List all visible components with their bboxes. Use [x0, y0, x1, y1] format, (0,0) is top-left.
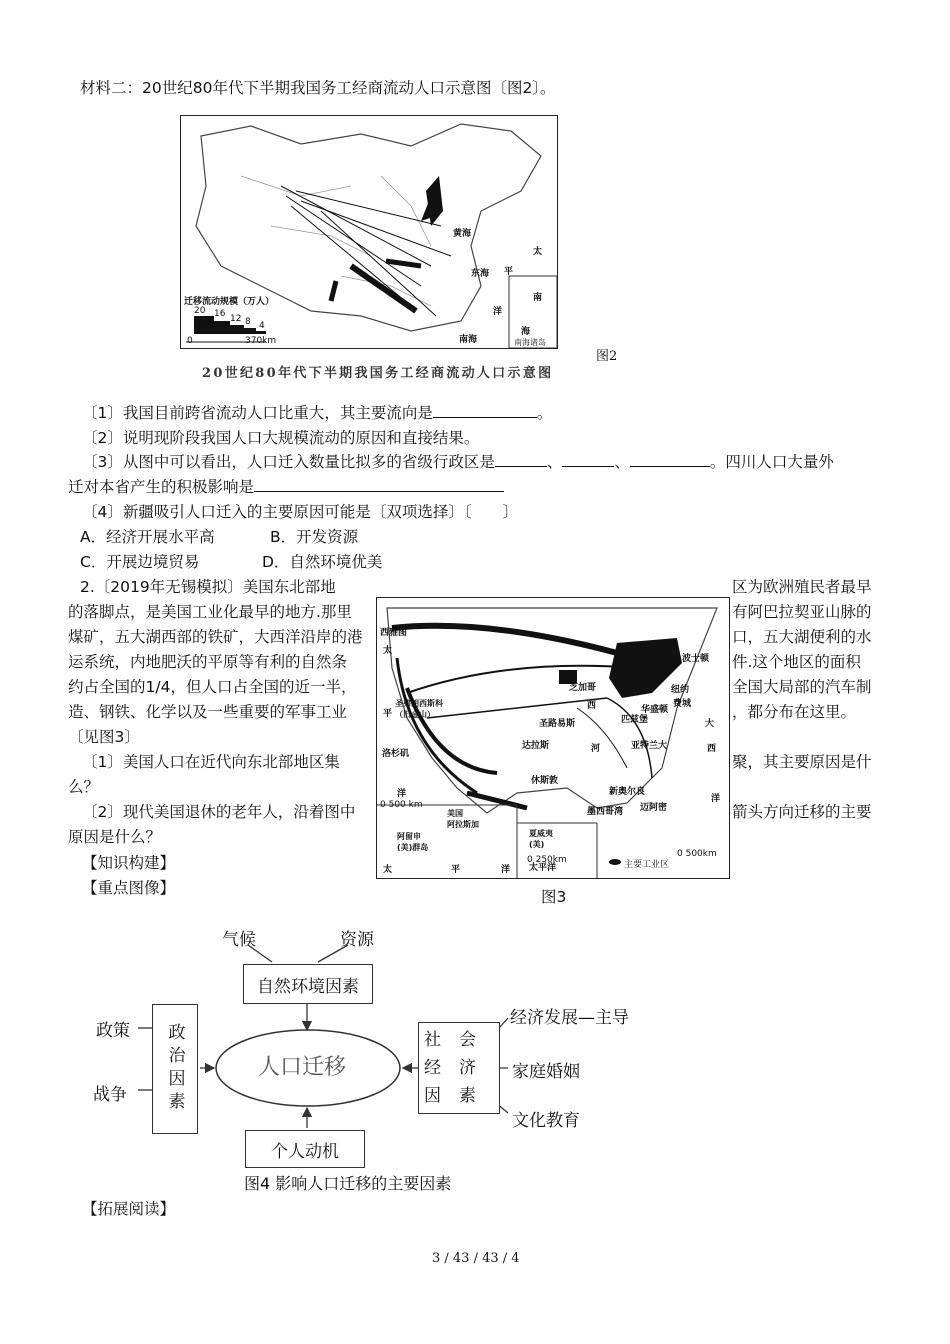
problem-2-line2b: 有阿巴拉契亚山脉的 [732, 603, 872, 621]
page-number: 3 / 43 / 43 / 4 [432, 1251, 520, 1266]
inset-nan-label: 南 [533, 293, 543, 303]
seattle-label: 西雅图 [380, 628, 408, 638]
ping-label-1: 平 [383, 709, 393, 719]
fig4-caption: 图4 影响人口迁移的主要因素 [244, 1174, 452, 1193]
economic-development-text: 经济发展—主导 [510, 1008, 629, 1028]
problem-2-line3a: 煤矿，五大湖西部的铁矿，大西洋沿岸的港 [68, 628, 363, 646]
south-sea-label: 南海 [459, 335, 478, 345]
resources-text: 资源 [340, 930, 374, 950]
question-3-continued: 。四川人口大量外 [709, 453, 834, 471]
hawaii-label: 夏威夷 (美) [529, 829, 553, 849]
houston-label: 休斯敦 [531, 776, 559, 786]
scale-label: 0 500 km [380, 800, 423, 810]
question-1-text: 〔1〕我国目前跨省流动人口比重大，其主要流向是 [82, 404, 433, 422]
option-c[interactable]: C．开展边境贸易 [80, 553, 200, 571]
yellow-sea-label: 黄海 [453, 229, 472, 239]
social-economic-factors-box: 社会经济因素 [418, 1022, 500, 1114]
atlantic-xi-label: 西 [707, 744, 717, 754]
climate-text: 气候 [222, 930, 256, 950]
st-louis-label: 圣路易斯 [539, 719, 576, 729]
legend-tick-20: 20 [194, 306, 206, 316]
pacific-label: 太平洋 [529, 863, 557, 873]
east-sea-label: 东海 [471, 269, 490, 279]
extended-reading: 【拓展阅读】 [82, 1200, 176, 1218]
pacific-tai-label: 太 [533, 247, 543, 257]
gulf-of-mexico-label: 墨西哥湾 [587, 807, 624, 817]
scale-zero: 0 [187, 336, 193, 346]
yang-label-2: 洋 [501, 865, 511, 875]
problem-2-q1c: 么？ [68, 778, 100, 796]
ping-label-2: 平 [451, 865, 461, 875]
legend-tick-12: 12 [230, 314, 242, 324]
chicago-label: 芝加哥 [569, 683, 597, 693]
knowledge-construction: 【知识构建】 [82, 854, 176, 872]
scale-500-label: 0 500km [677, 849, 717, 859]
tai-label-2: 太 [383, 865, 393, 875]
los-angeles-label: 洛杉矶 [382, 749, 410, 759]
dallas-label: 达拉斯 [522, 741, 550, 751]
problem-2-line1a: 2.〔2019年无锡模拟〕美国东北部地 [80, 578, 336, 596]
option-d[interactable]: D．自然环境优美 [262, 553, 383, 571]
problem-2-line5a: 约占全国的1/4，但人口占全国的近一半， [68, 678, 357, 696]
aleutian-label: 阿留申 (美)群岛 [397, 832, 429, 852]
problem-2-q1b: 聚，其主要原因是什 [732, 753, 872, 771]
fig2-label: 图2 [596, 349, 618, 364]
problem-2-q2b: 箭头方向迁移的主要 [732, 803, 872, 821]
problem-2-line1b: 区为欧洲殖民者最早 [732, 578, 872, 596]
fig3-label: 图3 [541, 888, 567, 906]
problem-2-line4a: 运系统，内地肥沃的平原等有利的自然条 [68, 653, 348, 671]
problem-2-line4b: 件.这个地区的面积 [732, 653, 861, 671]
separator: 、 [614, 453, 630, 471]
san-francisco-label: 圣弗朗西斯科 （旧金山） [395, 699, 443, 719]
scale-370km: 370km [245, 336, 277, 346]
policy-text: 政策 [96, 1021, 130, 1041]
west-label: 西 [587, 701, 597, 711]
separator: 、 [546, 453, 563, 471]
problem-2-line2a: 的落脚点，是美国工业化最早的地方.那里 [68, 603, 352, 621]
pittsburgh-label: 匹兹堡 [621, 715, 649, 725]
problem-2-line6b: ，都分布在这里。 [732, 703, 857, 721]
legend-title: 迁移流动规模（万人） [184, 297, 275, 307]
new-orleans-label: 新奥尔良 [609, 787, 646, 797]
inset-hai-label: 海 [521, 327, 531, 337]
problem-2-line3b: 口，五大湖便利的水 [732, 628, 872, 646]
question-3-text-2: 迁对本省产生的积极影响是 [68, 478, 255, 496]
tai-label-1: 太 [383, 646, 393, 656]
yang-label-1: 洋 [397, 789, 407, 799]
key-images: 【重点图像】 [82, 879, 176, 897]
legend-tick-4: 4 [259, 321, 265, 331]
pacific-yang-label: 洋 [493, 307, 503, 317]
problem-2-line6a: 造、钢铁、化学以及一些重要的军事工业 [68, 703, 348, 721]
boston-label: 波士顿 [682, 654, 710, 664]
alaska-label: 美国 阿拉斯加 [447, 809, 479, 829]
miami-label: 迈阿密 [640, 803, 668, 813]
scale-250-label: 0 250km [527, 855, 567, 865]
legend-tick-16: 16 [214, 309, 226, 319]
natural-factors-box: 自然环境因素 [243, 964, 373, 1004]
political-factors-box: 政治因素 [152, 1004, 198, 1134]
question-3-text: 〔3〕从图中可以看出，人口迁入数量比拟多的省级行政区是 [82, 453, 495, 471]
family-marriage-text: 家庭婚姻 [512, 1062, 580, 1082]
legend-tick-8: 8 [245, 317, 251, 327]
option-b[interactable]: B．开发资源 [270, 528, 359, 546]
south-sea-islands-label: 南海诸岛 [514, 338, 546, 347]
atlantic-da-label: 大 [705, 719, 715, 729]
population-migration-center: 人口迁移 [258, 1055, 347, 1080]
fig2-caption: 20世纪80年代下半期我国务工经商流动人口示意图 [202, 366, 554, 381]
pacific-ping-label: 平 [504, 267, 514, 277]
option-a[interactable]: A．经济开展水平高 [80, 528, 215, 546]
problem-2-line5b: 全国大局部的汽车制 [732, 678, 872, 696]
atlanta-label: 亚特兰大 [631, 741, 668, 751]
legend-label: 主要工业区 [624, 860, 670, 870]
new-york-label: 纽约 [671, 685, 690, 695]
personal-motive-box: 个人动机 [245, 1130, 365, 1168]
problem-2-q1a: 〔1〕美国人口在近代向东北部地区集 [82, 753, 340, 771]
war-text: 战争 [93, 1085, 127, 1105]
problem-2-q2c: 原因是什么？ [68, 828, 162, 846]
problem-2-line7: 〔见图3〕 [68, 728, 140, 746]
culture-education-text: 文化教育 [512, 1111, 580, 1131]
question-4: 〔4〕新疆吸引人口迁入的主要原因可能是〔双项选择〕〔 〕 [82, 503, 519, 521]
problem-2-q2a: 〔2〕现代美国退休的老年人，沿着图中 [82, 803, 356, 821]
philadelphia-label: 费城 [673, 699, 692, 709]
river-label: 河 [591, 744, 601, 754]
question-2: 〔2〕说明现阶段我国人口大规模流动的原因和直接结果。 [82, 429, 480, 447]
washington-label: 华盛顿 [641, 705, 669, 715]
question-1-end: 。 [536, 404, 553, 422]
material-two-title: 材料二：20世纪80年代下半期我国务工经商流动人口示意图〔图2〕。 [80, 79, 556, 97]
atlantic-yang-label: 洋 [711, 794, 721, 804]
